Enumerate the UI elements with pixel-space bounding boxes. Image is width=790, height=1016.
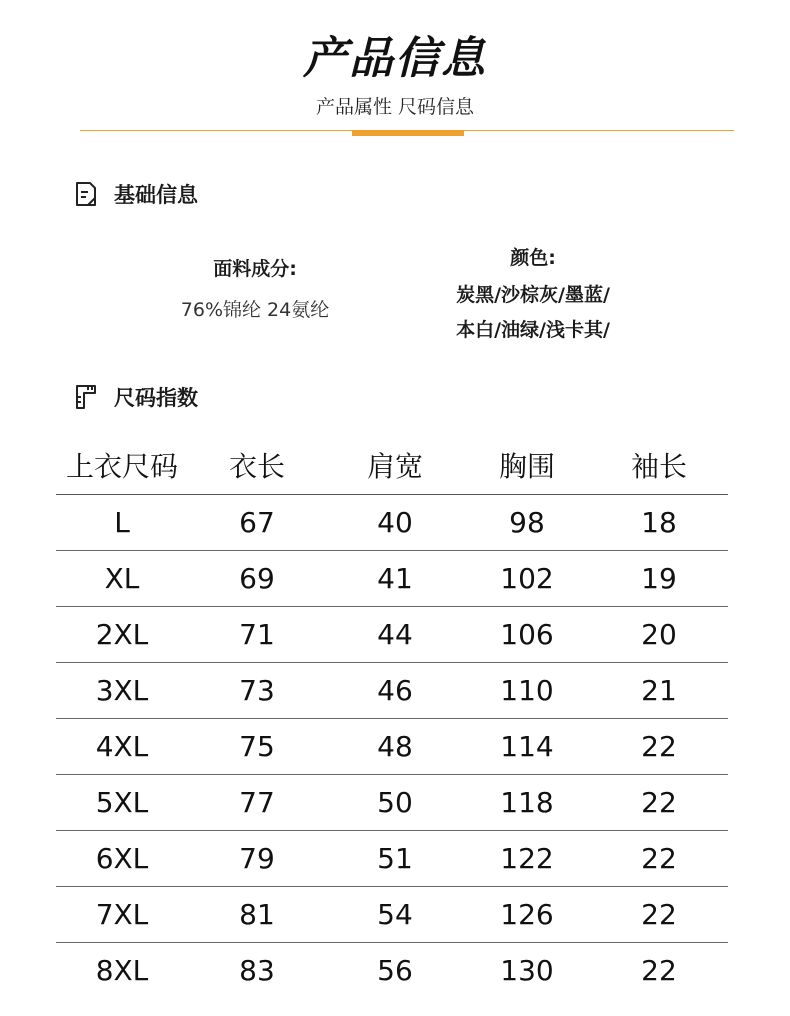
chest-cell: 126 bbox=[464, 887, 590, 943]
length-cell: 77 bbox=[188, 775, 326, 831]
table-row bbox=[56, 719, 728, 775]
table-row bbox=[56, 943, 728, 999]
shoulder-cell: 44 bbox=[326, 607, 464, 663]
column-header-shoulder: 肩宽 bbox=[326, 436, 464, 495]
sleeve-cell: 19 bbox=[590, 551, 728, 607]
shoulder-cell: 48 bbox=[326, 719, 464, 775]
table-row bbox=[56, 831, 728, 887]
chest-cell: 114 bbox=[464, 719, 590, 775]
shoulder-cell: 51 bbox=[326, 831, 464, 887]
fabric-value: 76%锦纶 24氨纶 bbox=[180, 299, 330, 321]
shoulder-cell: 54 bbox=[326, 887, 464, 943]
size-cell: 7XL bbox=[56, 887, 188, 943]
size-section-heading bbox=[74, 382, 198, 412]
size-cell: L bbox=[56, 495, 188, 551]
size-cell: 6XL bbox=[56, 831, 188, 887]
size-table-header-row bbox=[56, 436, 728, 495]
chest-cell: 106 bbox=[464, 607, 590, 663]
table-row bbox=[56, 887, 728, 943]
color-line-1: 炭黑/沙棕灰/墨蓝/ bbox=[456, 284, 610, 306]
column-header-length: 衣长 bbox=[188, 436, 326, 495]
table-row bbox=[56, 607, 728, 663]
table-row bbox=[56, 551, 728, 607]
length-cell: 81 bbox=[188, 887, 326, 943]
size-cell: 3XL bbox=[56, 663, 188, 719]
shoulder-cell: 41 bbox=[326, 551, 464, 607]
size-cell: 2XL bbox=[56, 607, 188, 663]
sleeve-cell: 20 bbox=[590, 607, 728, 663]
shoulder-cell: 46 bbox=[326, 663, 464, 719]
ruler-icon bbox=[74, 384, 98, 410]
chest-cell: 122 bbox=[464, 831, 590, 887]
chest-cell: 118 bbox=[464, 775, 590, 831]
length-cell: 69 bbox=[188, 551, 326, 607]
chest-cell: 110 bbox=[464, 663, 590, 719]
fabric-info bbox=[130, 254, 380, 322]
fabric-label: 面料成分: bbox=[213, 258, 297, 280]
column-header-chest: 胸围 bbox=[464, 436, 590, 495]
size-cell: XL bbox=[56, 551, 188, 607]
basic-info-heading-label: 基础信息 bbox=[114, 183, 198, 207]
title-divider-accent bbox=[352, 130, 464, 136]
basic-info-heading bbox=[74, 179, 198, 209]
size-cell: 4XL bbox=[56, 719, 188, 775]
sleeve-cell: 22 bbox=[590, 719, 728, 775]
color-label: 颜色: bbox=[510, 247, 556, 269]
length-cell: 79 bbox=[188, 831, 326, 887]
sleeve-cell: 22 bbox=[641, 954, 677, 987]
sleeve-cell: 21 bbox=[590, 663, 728, 719]
table-row bbox=[56, 775, 728, 831]
color-info bbox=[400, 243, 666, 342]
shoulder-cell: 40 bbox=[326, 495, 464, 551]
size-cell: 8XL bbox=[95, 954, 149, 987]
sleeve-cell: 22 bbox=[590, 775, 728, 831]
document-icon bbox=[74, 181, 98, 207]
sleeve-cell: 22 bbox=[590, 831, 728, 887]
page-subtitle: 产品属性 尺码信息 bbox=[315, 96, 475, 118]
color-line-2: 本白/油绿/浅卡其/ bbox=[456, 319, 610, 341]
length-cell: 75 bbox=[188, 719, 326, 775]
page-title: 产品信息 bbox=[303, 33, 487, 84]
column-header-sleeve: 袖长 bbox=[590, 436, 728, 495]
chest-cell: 102 bbox=[464, 551, 590, 607]
length-cell: 71 bbox=[188, 607, 326, 663]
size-section-heading-label: 尺码指数 bbox=[114, 386, 198, 410]
chest-cell: 98 bbox=[464, 495, 590, 551]
column-header-size: 上衣尺码 bbox=[56, 436, 188, 495]
sleeve-cell: 22 bbox=[590, 887, 728, 943]
size-cell: 5XL bbox=[56, 775, 188, 831]
size-table bbox=[56, 436, 728, 998]
shoulder-cell: 56 bbox=[377, 954, 413, 987]
sleeve-cell: 18 bbox=[590, 495, 728, 551]
shoulder-cell: 50 bbox=[326, 775, 464, 831]
length-cell: 83 bbox=[239, 954, 275, 987]
table-row bbox=[56, 663, 728, 719]
chest-cell: 130 bbox=[500, 954, 554, 987]
table-row bbox=[56, 495, 728, 551]
length-cell: 73 bbox=[188, 663, 326, 719]
length-cell: 67 bbox=[188, 495, 326, 551]
